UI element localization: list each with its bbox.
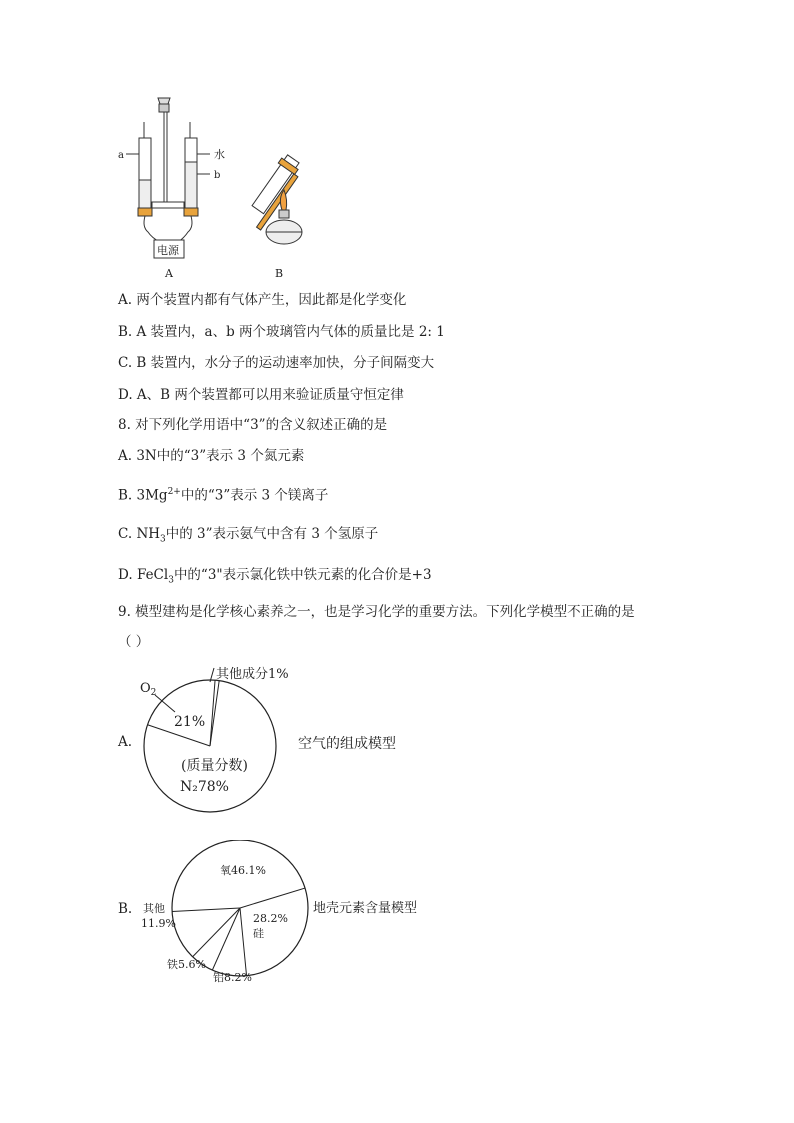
q8-d-text: 中的“3"表示氯化铁中铁元素的化合价是+3 xyxy=(173,567,432,583)
q9-paren: （ ） xyxy=(118,634,150,650)
label-power: 电源 xyxy=(157,244,179,257)
q7-option-b: B. A 装置内，a、b 两个玻璃管内气体的质量比是 2: 1 xyxy=(118,324,445,340)
q8-c-letter: C. xyxy=(118,526,137,542)
n2-label: N₂78% xyxy=(180,779,229,795)
label-water: 水 xyxy=(214,148,225,161)
label-a: a xyxy=(118,150,124,161)
caption-A: A xyxy=(165,267,173,280)
o2-value-label: 21% xyxy=(174,714,206,730)
q8-option-d xyxy=(118,566,432,590)
q9-stem: 9. 模型建构是化学核心素养之一，也是学习化学的重要方法。下列化学模型不正确的是 xyxy=(118,604,635,620)
q8-a-text: 中的“3”表示 3 个氮元素 xyxy=(156,448,305,464)
q8-b-letter: B. xyxy=(118,487,137,504)
apparatus-figure xyxy=(112,92,362,282)
silicon-name-label: 硅 xyxy=(253,927,264,940)
q8-d-formula: FeCl xyxy=(136,567,169,583)
crust-pie-group xyxy=(172,840,308,976)
q8-b-charge: 2+ xyxy=(167,487,181,497)
q8-stem: 8. 对下列化学用语中“3”的含义叙述正确的是 xyxy=(118,417,388,433)
other-value-label: 11.9% xyxy=(141,917,176,930)
q8-option-a xyxy=(118,447,304,465)
q7-option-a: A. 两个装置内都有气体产生，因此都是化学变化 xyxy=(118,292,407,308)
iron-label: 铁5.6% xyxy=(167,958,206,971)
q8-b-formula: 3Mg xyxy=(136,487,168,504)
other-label: 其他成分1% xyxy=(216,667,289,682)
air-chart-title: 空气的组成模型 xyxy=(298,736,396,752)
q8-a-formula: 3N xyxy=(136,448,157,464)
q8-option-b xyxy=(118,483,328,505)
crust-composition-pie xyxy=(135,840,435,990)
q8-d-letter: D. xyxy=(118,567,137,583)
q8-c-formula: NH xyxy=(136,526,161,542)
q7-option-d: D. A、B 两个装置都可以用来验证质量守恒定律 xyxy=(118,387,404,403)
electrolysis-apparatus xyxy=(126,98,210,258)
q8-c-subscript: 3 xyxy=(160,534,166,545)
oxygen-label: 氧46.1% xyxy=(220,864,266,877)
heating-apparatus xyxy=(241,153,305,244)
air-composition-pie xyxy=(130,660,430,825)
silicon-value-label: 28.2% xyxy=(253,912,288,925)
aluminum-label: 铝8.2% xyxy=(213,971,252,984)
q9-option-b-label: B. xyxy=(118,901,133,917)
label-b: b xyxy=(214,170,221,181)
q8-b-text: 中的“3”表示 3 个镁离子 xyxy=(180,487,329,504)
q9-option-a-label: A. xyxy=(118,734,133,750)
q8-option-c xyxy=(118,525,378,549)
q8-d-subscript: 3 xyxy=(168,575,174,586)
q8-c-text: 中的 3”表示氨气中含有 3 个氢原子 xyxy=(165,526,379,542)
crust-chart-title: 地壳元素含量模型 xyxy=(313,901,418,916)
caption-B: B xyxy=(275,267,284,280)
other-name-label: 其他 xyxy=(143,902,165,915)
q8-a-letter: A. xyxy=(118,448,137,464)
air-note: (质量分数) xyxy=(181,758,248,774)
q7-option-c: C. B 装置内，水分子的运动速率加快，分子间隔变大 xyxy=(118,355,435,371)
o2-label: $O_2$ xyxy=(140,681,157,698)
